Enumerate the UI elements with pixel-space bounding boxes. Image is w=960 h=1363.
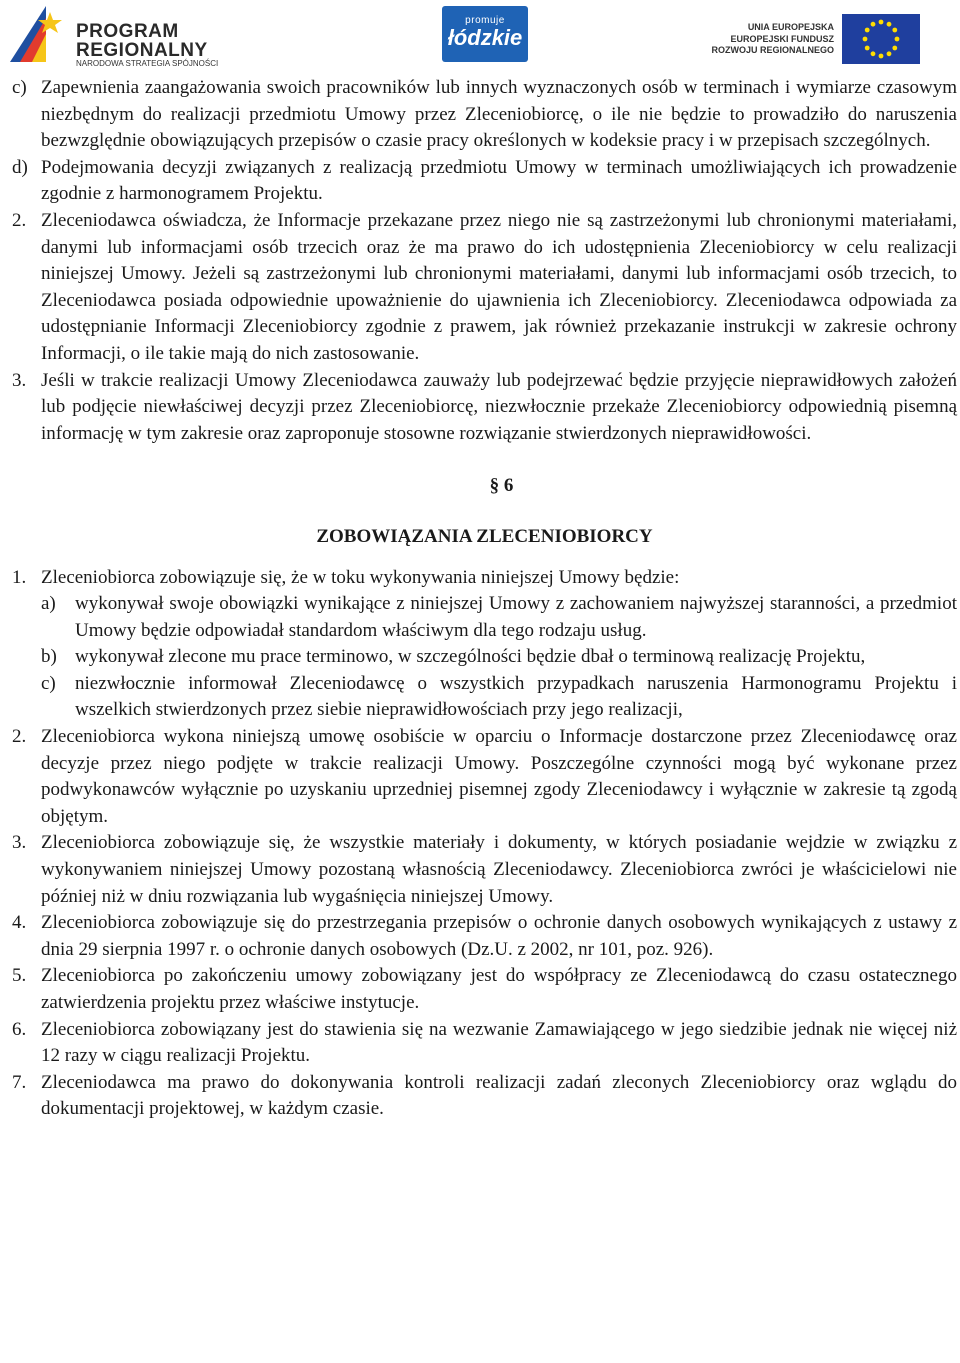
numbered-point: [12, 830, 957, 910]
document-header: [0, 0, 960, 68]
sub-item: [12, 591, 957, 644]
point-text: Zleceniodawca oświadcza, że Informacje przekazane przez niego nie są zastrzeżonymi lub chronionymi materiałami, danymi lub informacjami osób trzecich oraz że ma prawo do ich udostępnienia Zleceniobiorcy w celu realizacji niniejszej Umowy. Jeżeli są zastrzeżonymi lub chronionymi materiałami, danymi lub informacjami osób trzecich, to Zleceniodawca posiada odpowiednie upoważnienie do ujawnienia ich Zleceniobiorcy. Zleceniodawca odpowiada za udostępnianie Informacji Zleceniobiorcy zgodnie z prawem, jak również przekazanie instrukcji w zakresie ochrony Informacji, o ile takie mają do nich zastosowanie.: [41, 209, 957, 364]
sub-item-text: wykonywał zlecone mu prace terminowo, w szczególności będzie dbał o terminową realizację Projektu,: [75, 646, 866, 668]
logo-lodzkie: łódzkie: [447, 25, 523, 50]
logo-promuje: promuje: [465, 15, 505, 26]
promuje-lodzkie-logo: [442, 6, 528, 62]
point-label: 3.: [12, 369, 27, 391]
point-text: Zleceniobiorca wykona niniejszą umowę osobiście w oparciu o Informacje dostarczone przez Zleceniodawcę oraz decyzje przez niego podjęte w trakcie realizacji Umowy. Poszczególne czynności mogą być wykonane przez podwykonawców wyłącznie po uzyskaniu uprzedniej pisemnej zgody Zleceniodawcy i wyłącznie w zakresie tą zgodą objętym.: [41, 726, 957, 827]
document-body: [12, 75, 957, 1123]
sub-item-text: wykonywał swoje obowiązki wynikające z niniejszej Umowy z zachowaniem najwyższej staranności, a przedmiot Umowy będzie odpowiadał standardom właściwym dla tego rodzaju usług.: [75, 593, 957, 641]
sub-item: [12, 644, 957, 671]
point-text: Zleceniodawca ma prawo do dokonywania kontroli realizacji zadań zleconych Zleceniobiorcy oraz wglądu do dokumentacji projektowej, w każdym czasie.: [41, 1071, 957, 1120]
list-item: [12, 155, 957, 208]
point-text: Zleceniobiorca zobowiązuje się, że wszystkie materiały i dokumenty, w których posiadanie wejdzie w związku z wykonywaniem niniejszej Umowy pozostaną własnością Zleceniodawcy. Zleceniobiorca zwróci je właścicielowi nie później niż w dniu rozwiązania lub wygaśnięcia niniejszej Umowy.: [41, 832, 957, 907]
point-label: 1.: [12, 566, 27, 588]
point-text: Zleceniobiorca po zakończeniu umowy zobowiązany jest do współpracy ze Zleceniodawcą do czasu ostatecznego zatwierdzenia projektu przez właściwe instytucje.: [41, 965, 957, 1013]
eu-logo: [711, 14, 954, 64]
eu-flag-icon: [842, 14, 920, 64]
numbered-point: [12, 724, 957, 830]
sub-item: [12, 671, 957, 724]
section-title: ZOBOWIĄZANIA ZLECENIOBIORCY: [316, 525, 653, 547]
numbered-point: [12, 963, 957, 1016]
point-label: 2.: [12, 726, 27, 748]
point-label: 7.: [12, 1071, 27, 1093]
numbered-point: [12, 910, 957, 963]
logo-line-regionalny: REGIONALNY: [76, 40, 208, 61]
numbered-point: [12, 1017, 957, 1070]
item-label: c): [12, 77, 27, 98]
sub-item-label: a): [41, 593, 56, 615]
star-flag-icon: [6, 4, 72, 66]
sub-item-label: c): [41, 672, 56, 694]
point-label: 6.: [12, 1018, 27, 1040]
numbered-point: [12, 1070, 957, 1123]
point-label: 5.: [12, 965, 27, 987]
numbered-point: [12, 208, 957, 368]
point-text: Zleceniobiorca zobowiązany jest do stawienia się na wezwanie Zamawiającego w jego siedzibie jednak nie więcej niż 12 razy w ciągu realizacji Projektu.: [41, 1018, 957, 1067]
sub-item-text: niezwłocznie informował Zleceniodawcę o wszystkich przypadkach naruszenia Harmonogramu Projektu i wszelkich stwierdzonych przez siebie nieprawidłowościach przy jego realizacji,: [75, 672, 957, 721]
numbered-point: [12, 368, 957, 448]
logo-line-nss: NARODOWA STRATEGIA SPÓJNOŚCI: [76, 59, 219, 68]
eu-line-2: EUROPEJSKI FUNDUSZ: [730, 34, 834, 44]
point-label: 3.: [12, 832, 27, 854]
point-text: Zleceniobiorca zobowiązuje się, że w toku wykonywania niniejszej Umowy będzie:: [41, 566, 680, 588]
point-label: 2.: [12, 209, 27, 231]
eu-line-1: UNIA EUROPEJSKA: [747, 22, 834, 32]
logo-line-program: PROGRAM: [76, 21, 179, 42]
sub-item-label: b): [41, 646, 57, 668]
list-item: [12, 75, 957, 155]
eu-line-3: ROZWOJU REGIONALNEGO: [711, 45, 834, 55]
item-text: Zapewnienia zaangażowania swoich pracowników lub innych wyznaczonych osób w terminach i wymiarze czasowym niezbędnym do realizacji przedmiotu Umowy przez Zleceniobiorcę, o ile nie będzie to prowadziło do naruszenia bezwzględnie obowiązujących przepisów o czasie pracy określonych w kodeksie pracy i w przepisach szczególnych.: [41, 77, 957, 152]
point-text: Zleceniobiorca zobowiązuje się do przestrzegania przepisów o ochronie danych osobowych wynikających z ustawy z dnia 29 sierpnia 1997 r. o ochronie danych osobowych (Dz.U. z 2002, nr 101, poz. 926).: [41, 912, 957, 960]
point-label: 4.: [12, 912, 27, 934]
item-text: Podejmowania decyzji związanych z realizacją przedmiotu Umowy w terminach umożliwiających ich prowadzenie zgodnie z harmonogramem Projektu.: [41, 156, 957, 205]
item-label: d): [12, 156, 28, 178]
point-text: Jeśli w trakcie realizacji Umowy Zleceniodawca zauważy lub podejrzewać będzie przyjęcie nieprawidłowych założeń lub podjęcie niewłaściwej decyzji przez Zleceniobiorcę, niezwłocznie przekaże Zleceniobiorcy odpowiednią pisemną informację w tym zakresie oraz zaproponuje stosowne rozwiązanie stwierdzonych nieprawidłowości.: [41, 369, 957, 444]
program-regionalny-logo: [6, 4, 246, 66]
section-number: § 6: [489, 475, 514, 497]
numbered-point: [12, 565, 957, 592]
